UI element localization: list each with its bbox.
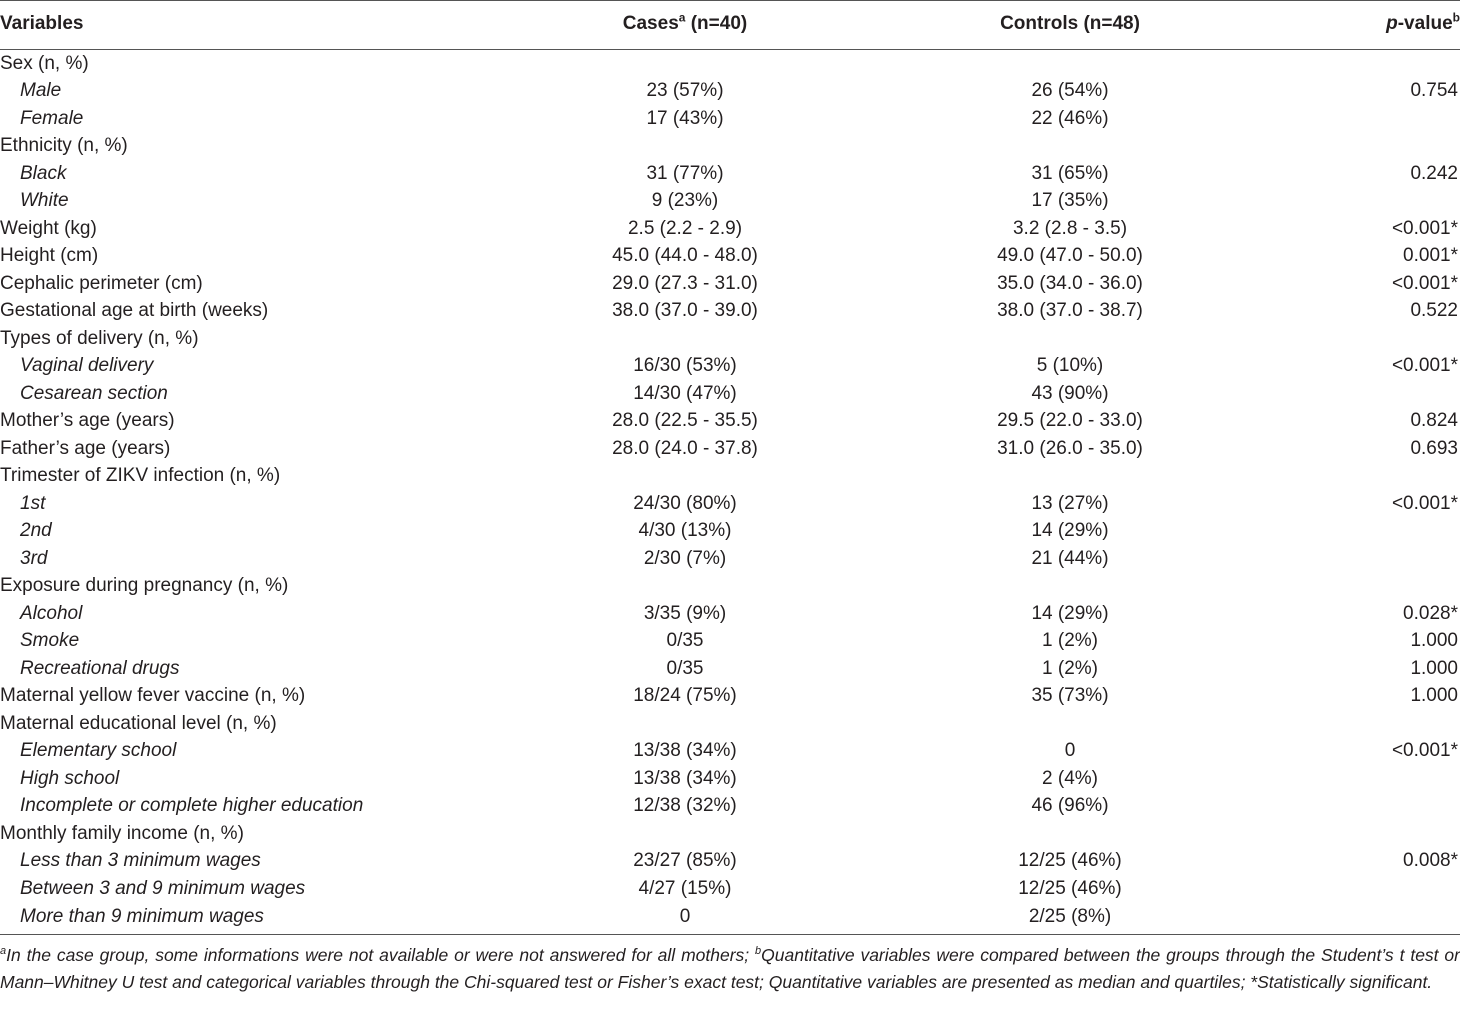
p-value-cell: 0.001* bbox=[1403, 245, 1458, 267]
controls-cell: 26 (54%) bbox=[1031, 80, 1109, 102]
header-cases: Cases$^a$ (n=40) bbox=[560, 1, 810, 50]
controls-cell: 22 (46%) bbox=[1031, 107, 1109, 129]
table-row bbox=[0, 408, 1460, 436]
p-value-cell bbox=[1330, 573, 1460, 601]
p-value-cell: <0.001* bbox=[1391, 740, 1458, 762]
row-label: Trimester of ZIKV infection (n, %) bbox=[0, 465, 281, 487]
p-value-cell: 0.242 bbox=[1410, 162, 1458, 184]
cases-cell: 23 (57%) bbox=[646, 80, 724, 102]
p-value-cell bbox=[1330, 903, 1460, 935]
p-value-cell bbox=[1330, 793, 1460, 821]
cases-cell: 0/35 bbox=[666, 657, 704, 679]
p-value-cell bbox=[1330, 188, 1460, 216]
cases-cell: 2/30 (7%) bbox=[643, 547, 727, 569]
controls-cell: 21 (44%) bbox=[1031, 547, 1109, 569]
table-row bbox=[0, 50, 1460, 78]
controls-cell: 29.5 (22.0 - 33.0) bbox=[997, 410, 1143, 432]
cases-cell: 28.0 (22.5 - 35.5) bbox=[612, 410, 758, 432]
controls-cell: 0 bbox=[1064, 740, 1076, 762]
table-row bbox=[0, 270, 1460, 298]
cases-cell: 18/24 (75%) bbox=[633, 685, 737, 707]
cases-cell bbox=[560, 820, 810, 848]
cases-cell: 9 (23%) bbox=[651, 190, 719, 212]
cases-cell bbox=[560, 710, 810, 738]
table-row bbox=[0, 133, 1460, 161]
controls-cell: 46 (96%) bbox=[1031, 795, 1109, 817]
row-sublabel: Vaginal delivery bbox=[20, 355, 154, 377]
controls-cell: 5 (10%) bbox=[1036, 355, 1104, 377]
p-value-cell: 1.000 bbox=[1410, 685, 1458, 707]
cases-cell: 16/30 (53%) bbox=[633, 355, 737, 377]
row-sublabel: Less than 3 minimum wages bbox=[20, 850, 261, 872]
cases-cell: 0/35 bbox=[666, 630, 704, 652]
cases-cell bbox=[560, 133, 810, 161]
header-p-value: p-value$^b$ bbox=[1330, 1, 1460, 50]
table-row bbox=[0, 298, 1460, 326]
table-row bbox=[0, 710, 1460, 738]
cases-cell bbox=[560, 573, 810, 601]
controls-cell: 3.2 (2.8 - 3.5) bbox=[1012, 217, 1128, 239]
row-label: Types of delivery (n, %) bbox=[0, 327, 199, 349]
row-sublabel: Between 3 and 9 minimum wages bbox=[20, 877, 306, 899]
table-row bbox=[0, 683, 1460, 711]
controls-cell: 14 (29%) bbox=[1031, 602, 1109, 624]
cases-cell: 24/30 (80%) bbox=[633, 492, 737, 514]
cases-cell bbox=[560, 50, 810, 78]
cases-cell bbox=[560, 463, 810, 491]
row-sublabel: Recreational drugs bbox=[20, 657, 180, 679]
controls-cell: 35.0 (34.0 - 36.0) bbox=[997, 272, 1143, 294]
row-sublabel: Alcohol bbox=[20, 602, 83, 624]
cases-cell: 23/27 (85%) bbox=[633, 850, 737, 872]
controls-cell bbox=[810, 325, 1330, 353]
table-row bbox=[0, 600, 1460, 628]
row-sublabel: Cesarean section bbox=[20, 382, 168, 404]
p-value-cell bbox=[1330, 518, 1460, 546]
cases-cell: 0 bbox=[560, 903, 810, 935]
row-sublabel: Elementary school bbox=[20, 740, 177, 762]
row-sublabel: Black bbox=[20, 162, 67, 184]
p-value-cell bbox=[1330, 325, 1460, 353]
row-label: Father’s age (years) bbox=[0, 437, 171, 459]
p-value-cell bbox=[1330, 765, 1460, 793]
p-value-cell bbox=[1330, 380, 1460, 408]
p-value-cell bbox=[1330, 463, 1460, 491]
p-value-cell bbox=[1330, 820, 1460, 848]
table-row bbox=[0, 435, 1460, 463]
cases-cell: 29.0 (27.3 - 31.0) bbox=[612, 272, 758, 294]
p-value-cell: 0.824 bbox=[1410, 410, 1458, 432]
p-value-cell bbox=[1330, 105, 1460, 133]
table-row bbox=[0, 243, 1460, 271]
row-label: Cephalic perimeter (cm) bbox=[0, 272, 203, 294]
cases-cell: 38.0 (37.0 - 39.0) bbox=[612, 300, 758, 322]
table-row bbox=[0, 820, 1460, 848]
p-value-cell: 0.522 bbox=[1410, 300, 1458, 322]
row-label: Mother’s age (years) bbox=[0, 410, 175, 432]
row-label: Maternal yellow fever vaccine (n, %) bbox=[0, 685, 306, 707]
table-row bbox=[0, 655, 1460, 683]
row-sublabel: 3rd bbox=[20, 547, 48, 569]
table-row bbox=[0, 215, 1460, 243]
p-value-cell: 0.693 bbox=[1410, 437, 1458, 459]
header-controls: Controls (n=48) bbox=[810, 1, 1330, 50]
controls-cell bbox=[810, 463, 1330, 491]
table-row bbox=[0, 380, 1460, 408]
table-row bbox=[0, 490, 1460, 518]
cases-cell: 3/35 (9%) bbox=[643, 602, 727, 624]
row-label: Height (cm) bbox=[0, 245, 99, 267]
row-label: Maternal educational level (n, %) bbox=[0, 712, 277, 734]
table-row bbox=[0, 545, 1460, 573]
p-value-cell: <0.001* bbox=[1391, 217, 1458, 239]
controls-cell: 13 (27%) bbox=[1031, 492, 1109, 514]
header-row bbox=[0, 1, 1460, 50]
controls-cell bbox=[810, 710, 1330, 738]
cases-cell bbox=[560, 325, 810, 353]
row-sublabel: Female bbox=[20, 107, 84, 129]
row-label: Sex (n, %) bbox=[0, 52, 89, 74]
cases-cell: 31 (77%) bbox=[646, 162, 724, 184]
table-row bbox=[0, 353, 1460, 381]
controls-cell: 1 (2%) bbox=[1042, 657, 1098, 679]
table-row bbox=[0, 160, 1460, 188]
cases-cell: 45.0 (44.0 - 48.0) bbox=[612, 245, 758, 267]
row-sublabel: Smoke bbox=[20, 630, 80, 652]
row-sublabel: 2nd bbox=[20, 520, 52, 542]
cases-cell: 13/38 (34%) bbox=[633, 767, 737, 789]
table-row bbox=[0, 188, 1460, 216]
cases-cell: 13/38 (34%) bbox=[633, 740, 737, 762]
controls-cell: 43 (90%) bbox=[1031, 382, 1109, 404]
controls-cell: 12/25 (46%) bbox=[1018, 850, 1122, 872]
controls-cell: 49.0 (47.0 - 50.0) bbox=[997, 245, 1143, 267]
header-variables: Variables bbox=[0, 1, 560, 50]
controls-cell: 31.0 (26.0 - 35.0) bbox=[997, 437, 1143, 459]
table-row bbox=[0, 765, 1460, 793]
controls-cell: 12/25 (46%) bbox=[1018, 877, 1122, 899]
controls-cell bbox=[810, 820, 1330, 848]
row-sublabel: Male bbox=[20, 80, 62, 102]
p-value-cell bbox=[1330, 875, 1460, 903]
row-sublabel: Incomplete or complete higher education bbox=[20, 795, 364, 817]
p-value-cell: <0.001* bbox=[1391, 355, 1458, 377]
cases-cell: 4/30 (13%) bbox=[638, 520, 732, 542]
p-value-cell: 1.000 bbox=[1410, 630, 1458, 652]
row-sublabel: More than 9 minimum wages bbox=[0, 903, 560, 935]
table-row bbox=[0, 738, 1460, 766]
table-row bbox=[0, 78, 1460, 106]
controls-cell: 1 (2%) bbox=[1042, 630, 1098, 652]
p-value-cell bbox=[1330, 50, 1460, 78]
controls-cell: 2/25 (8%) bbox=[810, 903, 1330, 935]
controls-cell bbox=[810, 50, 1330, 78]
controls-cell: 35 (73%) bbox=[1031, 685, 1109, 707]
controls-cell: 38.0 (37.0 - 38.7) bbox=[997, 300, 1143, 322]
table-body bbox=[0, 50, 1460, 935]
p-value-cell: <0.001* bbox=[1391, 272, 1458, 294]
controls-cell bbox=[810, 573, 1330, 601]
row-sublabel: 1st bbox=[20, 492, 46, 514]
p-value-cell: 0.754 bbox=[1410, 80, 1458, 102]
p-value-cell bbox=[1330, 710, 1460, 738]
table-row bbox=[0, 105, 1460, 133]
table-row bbox=[0, 875, 1460, 903]
controls-cell bbox=[810, 133, 1330, 161]
row-label: Monthly family income (n, %) bbox=[0, 822, 244, 844]
table-row bbox=[0, 903, 1460, 935]
p-value-cell: 0.028* bbox=[1403, 602, 1458, 624]
controls-cell: 31 (65%) bbox=[1031, 162, 1109, 184]
table-row bbox=[0, 848, 1460, 876]
table-row bbox=[0, 793, 1460, 821]
row-sublabel: High school bbox=[20, 767, 120, 789]
controls-cell: 2 (4%) bbox=[1042, 767, 1098, 789]
p-value-cell bbox=[1330, 545, 1460, 573]
row-label: Ethnicity (n, %) bbox=[0, 135, 128, 157]
cases-cell: 4/27 (15%) bbox=[638, 877, 732, 899]
p-value-cell: 0.008* bbox=[1403, 850, 1458, 872]
cases-cell: 12/38 (32%) bbox=[633, 795, 737, 817]
cases-cell: 2.5 (2.2 - 2.9) bbox=[627, 217, 743, 239]
p-value-cell: <0.001* bbox=[1391, 492, 1458, 514]
row-label: Exposure during pregnancy (n, %) bbox=[0, 575, 289, 597]
table-footnote: $^a$In the case group, some informations were not available or were not answered for all mothers; $^b$Quantitative variables were compared between the groups through the Student’s t test or Mann–Whitney U test and categorical variables through the Chi-squared test or Fisher’s exact test; Quantitative variables are presented as median and quartiles; *Statistically significant. bbox=[0, 944, 1460, 992]
cases-cell: 14/30 (47%) bbox=[633, 382, 737, 404]
p-value-cell: 1.000 bbox=[1410, 657, 1458, 679]
controls-cell: 17 (35%) bbox=[1031, 190, 1109, 212]
table-row bbox=[0, 518, 1460, 546]
cases-cell: 28.0 (24.0 - 37.8) bbox=[612, 437, 758, 459]
cases-cell: 17 (43%) bbox=[646, 107, 724, 129]
table-row bbox=[0, 463, 1460, 491]
row-label: Gestational age at birth (weeks) bbox=[0, 300, 269, 322]
table-row bbox=[0, 573, 1460, 601]
p-value-cell bbox=[1330, 133, 1460, 161]
table-row bbox=[0, 325, 1460, 353]
row-label: Weight (kg) bbox=[0, 217, 97, 239]
table-row bbox=[0, 628, 1460, 656]
row-sublabel: White bbox=[20, 190, 69, 212]
controls-cell: 14 (29%) bbox=[1031, 520, 1109, 542]
